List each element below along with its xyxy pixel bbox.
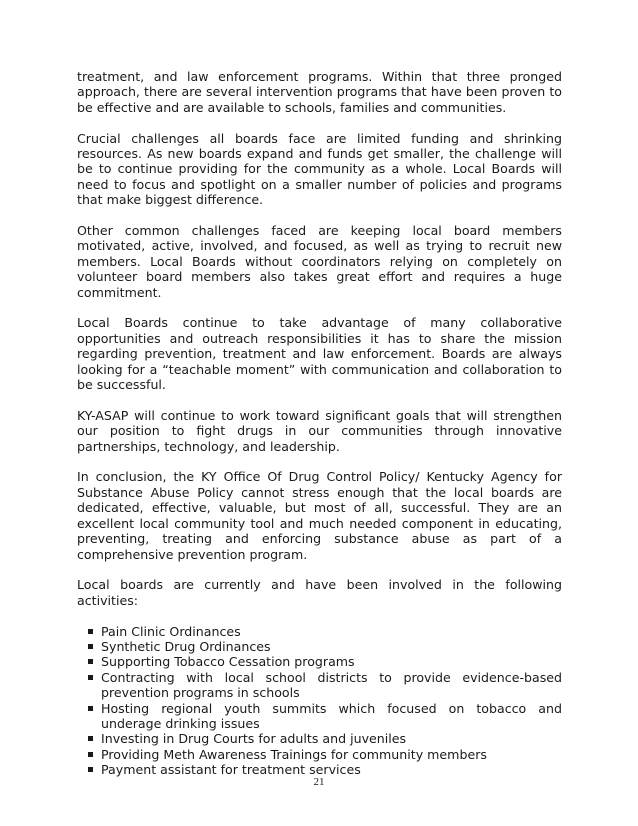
square-bullet-icon (88, 629, 93, 634)
paragraph-ky-asap: KY-ASAP will continue to work toward significant goals that will strengthen our position to fight drugs in our communities through innovative partnerships, technology, and leadership. (77, 407, 562, 454)
list-item (77, 639, 562, 654)
list-item-text: Contracting with local school districts to provide evidence-based prevention programs in schools (101, 669, 562, 701)
list-item-text: Hosting regional youth summits which focused on tobacco and underage drinking issues (101, 700, 562, 731)
square-bullet-icon (88, 736, 93, 741)
page-content (77, 69, 562, 778)
list-item (77, 624, 562, 639)
paragraph-other-challenges: Other common challenges faced are keeping local board members motivated, active, involved, and focused, as well as trying to recruit new members. Local Boards without coordinators relying on completely on volunteer board members also takes great effort and requires a huge commitment. (77, 223, 562, 300)
paragraph-conclusion: In conclusion, the KY Office Of Drug Control Policy/ Kentucky Agency for Substance Abuse Policy cannot stress enough that the local boards are dedicated, effective, valuable, but most of all, successful. They are an excellent local community tool and much needed component in educating, preventing, treating and enforcing substance abuse as part of a comprehensive prevention program. (77, 469, 562, 562)
square-bullet-icon (88, 675, 93, 680)
list-item-text: Investing in Drug Courts for adults and juveniles (101, 731, 407, 747)
paragraph-challenges: Crucial challenges all boards face are limited funding and shrinking resources. As new boards expand and funds get smaller, the challenge will be to continue providing for the community as a whole. Local Boards will need to focus and spotlight on a smaller number of policies and programs that make biggest difference. (77, 130, 562, 208)
square-bullet-icon (88, 767, 93, 772)
list-item-text: Pain Clinic Ordinances (101, 623, 241, 639)
square-bullet-icon (88, 706, 93, 711)
list-item (77, 747, 562, 762)
list-item-text: Payment assistant for treatment services (101, 762, 361, 778)
paragraph-collaboration: Local Boards continue to take advantage of many collaborative opportunities and outreach responsibilities it has to share the mission regarding prevention, treatment and law enforcement. Boards are always looking for a “teachable moment” with communication and collaboration to be successful. (77, 315, 562, 393)
list-item-text: Synthetic Drug Ordinances (101, 638, 271, 654)
page-number: 21 (313, 776, 325, 788)
list-item (77, 654, 562, 669)
list-item (77, 731, 562, 746)
list-item-text: Providing Meth Awareness Trainings for community members (101, 746, 487, 762)
paragraph-continuation: treatment, and law enforcement programs. Within that three pronged approach, there are several intervention programs that have been proven to be effective and are available to schools, families and communities. (77, 69, 562, 115)
square-bullet-icon (88, 752, 93, 757)
activities-list (77, 624, 562, 778)
list-item-text: Supporting Tobacco Cessation programs (101, 654, 355, 670)
paragraph-activities-intro: Local boards are currently and have been involved in the following activities: (77, 577, 562, 608)
square-bullet-icon (88, 659, 93, 664)
list-item (77, 670, 562, 701)
square-bullet-icon (88, 644, 93, 649)
list-item (77, 701, 562, 732)
